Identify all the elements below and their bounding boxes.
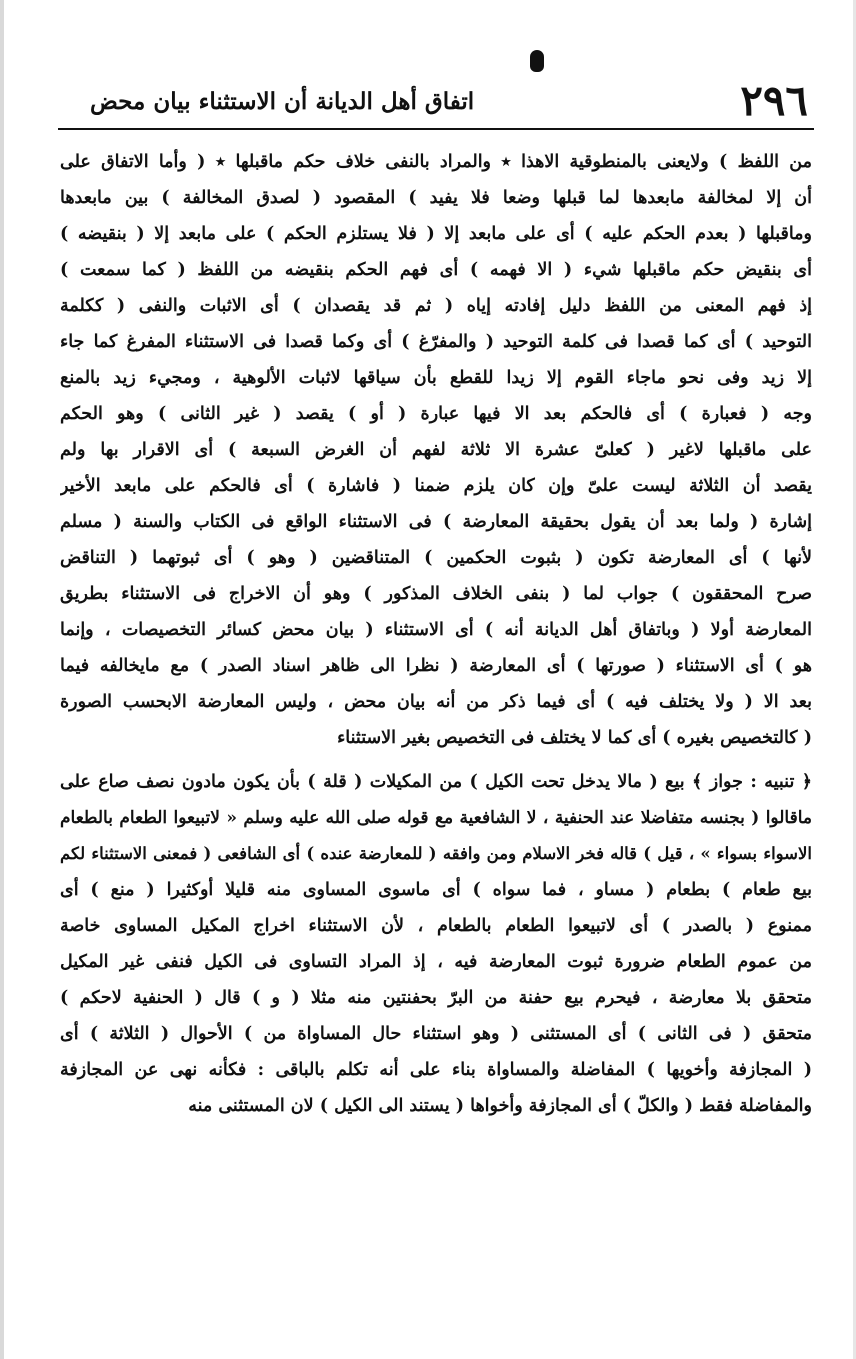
text-line: بعد الا ( ولا يختلف فيه ) أى فيما ذكر من أنه بيان محض ، وليس المعارضة الابحسب الصورة [60,692,812,712]
text-line: ( المجازفة وأخويها ) المفاضلة والمساواة بناء على أنه تكلم بالباقى : فكأنه نهى عن المجازفة [60,1060,812,1080]
text-line: أن إلا لمخالفة مابعدها لما قبلها وضعا فلا يفيد ) المقصود ( لصدق المخالفة ) بين مابعدها [60,188,812,208]
page-number: ٢٩٦ [740,76,808,125]
text-line: أى بنقيض حكم ماقبلها شيء ( الا فهمه ) أى فهم الحكم بنقيضه من اللفظ ( كما سمعت ) [60,260,812,280]
text-line: إذ فهم المعنى من اللفظ دليل إفادته إياه ( ثم قد يقصدان ) أى الاثبات والنفى ( ككلمة [60,296,812,316]
text-line: وماقبلها ( بعدم الحكم عليه ) أى على مابعد إلا ( فلا يستلزم الحكم ) على مابعد إلا ( بنقيضه ) [60,224,812,244]
text-line: المعارضة أولا ( وباتفاق أهل الديانة أنه ) أى الاستثناء ( بيان محض كسائر التخصيصات ، وإنما [60,620,812,640]
text-line: متحقق ( فى الثانى ) أى المستثنى ( وهو استثناء حال المساواة من ) الأحوال ( الثلاثة ) أى [60,1024,812,1044]
text-line: ممنوع ( بالصدر ) أى لاتبيعوا الطعام بالطعام ، لأن الاستثناء اخراج المكيل المساوى خاصة [60,916,812,936]
text-line: لأنها ) أى المعارضة تكون ( بثبوت الحكمين ) المتناقضين ( وهو ) أى ثبوتهما ( التناقض [60,548,812,568]
text-line: هو ) أى الاستثناء ( صورتها ) أى المعارضة ( نظرا الى ظاهر اسناد الصدر ) مع مايخالفه فيما [60,656,812,676]
text-line: يقصد أن الثلاثة ليست علىّ وإن كان يلزم ضمنا ( فاشارة ) أى فالحكم على مابعد الأخير [60,476,812,496]
text-line: إلا زيد وفى نحو ماجاء القوم إلا زيدا للقطع بأن سياقها لاثبات الألوهية ، ومجيء زيد بالمنع [60,368,812,388]
body-text [60,144,812,1124]
text-line: التوحيد ) أى كما قصدا فى كلمة التوحيد ( والمفرّغ ) أى وكما قصدا فى الاستثناء المفرغ كما جاء [60,332,812,352]
text-line: على ماقبلها لاغير ( كعلىّ عشرة الا ثلاثة لفهم أن الغرض السبعة ) أى الاقرار بها ولم [60,440,812,460]
text-line: من اللفظ ) ولايعنى بالمنطوقية الاهذا ٭ والمراد بالنفى خلاف حكم ماقبلها ٭ ( وأما الاتفاق على [60,152,812,172]
text-line: ماقالوا ( بجنسه متفاضلا عند الحنفية ، لا الشافعية مع قوله صلى الله عليه وسلم « لاتبيعوا الطعام بالطعام [60,808,812,828]
page-edge-shadow [0,0,4,1359]
running-title: اتفاق أهل الديانة أن الاستثناء بيان محض [90,87,475,115]
header-rule [58,128,814,130]
text-line: من عموم الطعام ضرورة ثبوت المعارضة فيه ، إذ المراد التساوى فى الكيل فنفى غير المكيل [60,952,812,972]
text-line: ( كالتخصيص بغيره ) أى كما لا يختلف فى التخصيص بغير الاستثناء [337,728,812,748]
page-header [60,76,812,126]
text-line: الاسواء بسواء » ، قيل ) قاله فخر الاسلام ومن وافقه ( للمعارضة عنده ) أى الشافعى ( فمعنى الاستثناء لكم [60,844,812,863]
text-line: بيع طعام ) بطعام ( مساو ، فما سواه ) أى ماسوى المساوى منه قليلا أوكثيرا ( منع ) أى [60,880,812,900]
text-line: صرح المحققون ) جواب لما ( بنفى الخلاف المذكور ) وهو أن الاخراج فى الاستثناء بطريق [60,584,812,604]
text-line: ﴿ تنبيه : جواز ﴾ بيع ( مالا يدخل تحت الكيل ) من المكيلات ( قلة ) بأن يكون مادون نصف صاع على [60,772,812,792]
text-line: متحقق بلا معارضة ، فيحرم بيع حفنة من البرّ بحفنتين منه مثلا ( و ) قال ( الحنفية لاحكم ) [60,988,812,1008]
ink-mark [530,50,544,72]
text-line: وجه ( فعبارة ) أى فالحكم بعد الا فيها عبارة ( أو ) يقصد ( غير الثانى ) وهو الحكم [60,404,812,424]
text-line: إشارة ( ولما بعد أن يقول بحقيقة المعارضة ) فى الاستثناء الواقع فى الكتاب والسنة ( مسلم [60,512,812,532]
text-line: والمفاضلة فقط ( والكلّ ) أى المجازفة وأخواها ( يستند الى الكيل ) لان المستثنى منه [188,1096,812,1116]
